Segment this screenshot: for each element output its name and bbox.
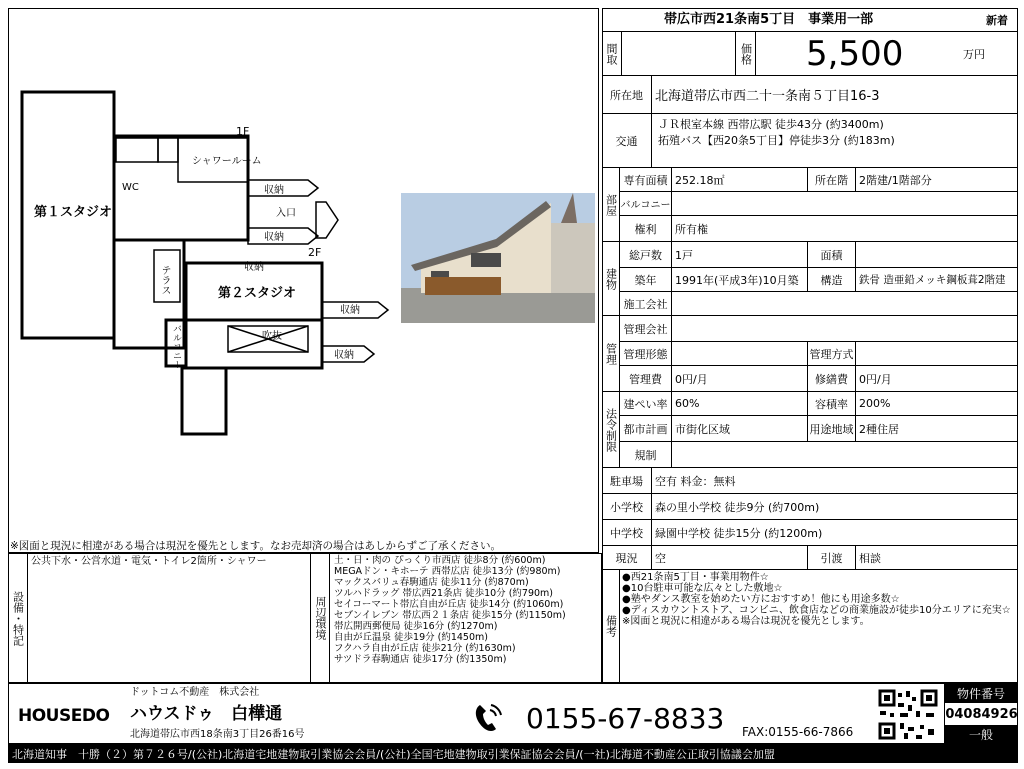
- repair-label: 修繕費: [808, 366, 856, 392]
- junior-label: 中学校: [602, 520, 652, 546]
- bcr-value: 60%: [672, 392, 808, 416]
- kakaku-label: 価格: [736, 32, 756, 76]
- management-group-label: 管理: [602, 316, 620, 392]
- price-value: 5,500: [806, 34, 904, 74]
- facilities-label: 設備・特記: [8, 553, 28, 683]
- reg-value: [672, 442, 1018, 468]
- mgmt-company-value: [672, 316, 1018, 342]
- plan-note: ※図面と現況に相違がある場合は現況を優先とします。なお売却済の場合はあしからずご了承ください。: [10, 540, 501, 552]
- qr-code-icon: [876, 689, 940, 741]
- floor-label: 所在階: [808, 168, 856, 192]
- balcony-label-cell: バルコニー: [620, 192, 672, 216]
- zone-value: 2種住居: [856, 416, 1018, 442]
- plan-value: 市街化区域: [672, 416, 808, 442]
- surroundings-item: 帯広開西郵便局 徒歩16分 (約1270m): [334, 621, 498, 632]
- far-label: 容積率: [808, 392, 856, 416]
- studio1-label: 第１スタジオ: [34, 205, 113, 220]
- surroundings-item: セブンイレブン 帯広西２１条店 徒歩15分 (約1150m): [334, 610, 566, 621]
- structure-value: 鉄骨 造亜鉛メッキ鋼板葺2階建: [856, 268, 1018, 292]
- atrium-label: 吹抜: [262, 331, 282, 342]
- room-group-label: 部屋: [602, 168, 620, 242]
- law-group-label: 法令制限: [602, 392, 620, 468]
- remarks-line: ●塾やダンス教室を始めたい方におすすめ！他にも用途多数☆: [622, 594, 900, 605]
- repair-value: 0円/月: [856, 366, 1018, 392]
- license-bar: 北海道知事 十勝（２）第７２６号/(公社)北海道宅地建物取引業協会会員/(公社)全国宅地建物取引業保証協会会員/(一社)北海道不動産公正取引協議会加盟: [8, 744, 1018, 763]
- remarks-line: ●10台駐車可能な広々とした敷地☆: [622, 583, 783, 594]
- phone-number: 0155-67-8833: [526, 702, 725, 735]
- structure-label: 構造: [808, 268, 856, 292]
- built-value: 1991年(平成3年)10月築: [672, 268, 808, 292]
- mgmt-method-value: [856, 342, 1018, 366]
- far-value: 200%: [856, 392, 1018, 416]
- handover-label: 引渡: [808, 546, 856, 570]
- storage-label-3: 収納: [244, 262, 264, 273]
- mgmt-company-label: 管理会社: [620, 316, 672, 342]
- handover-value: 相談: [856, 546, 1018, 570]
- junior-value: 緑園中学校 徒歩15分 (約1200m): [652, 520, 1018, 546]
- mgmt-form-value: [672, 342, 808, 366]
- remarks-line: ●ディスカウントストア、コンビニ、飲食店などの商業施設が徒歩10分エリアに充実☆: [622, 605, 1011, 616]
- madori-value: [622, 32, 736, 76]
- mgmt-method-label: 管理方式: [808, 342, 856, 366]
- rights-value: 所有権: [672, 216, 1018, 242]
- mgmt-fee-value: 0円/月: [672, 366, 808, 392]
- price-unit: 万円: [963, 48, 985, 61]
- remarks-line: ※図面と現況に相違がある場合は現況を優先とします。: [622, 616, 870, 627]
- shower-label: シャワールーム: [192, 156, 262, 167]
- new-badge: 新着: [986, 14, 1008, 27]
- mgmt-form-label: 管理形態: [620, 342, 672, 366]
- housedo-logo: HOUSEDO: [18, 706, 110, 726]
- remarks-box: [622, 572, 1016, 680]
- surroundings-item: セイコーマート帯広自由が丘店 徒歩14分 (約1060m): [334, 599, 564, 610]
- remarks-label: 備考: [602, 570, 620, 683]
- area-value: 252.18㎡: [672, 168, 808, 192]
- mgmt-fee-label: 管理費: [620, 366, 672, 392]
- floorplan-drawing: [8, 80, 408, 460]
- balcony-label: バルコニー: [171, 324, 181, 369]
- fax-number: FAX:0155-66-7866: [742, 725, 854, 739]
- contractor-label: 施工会社: [620, 292, 672, 316]
- location-label: 所在地: [602, 76, 652, 114]
- floor-1f-label: 1F: [236, 125, 250, 138]
- store-address: 北海道帯広市西18条南3丁目26番16号: [130, 729, 305, 740]
- floor-2f-label: 2F: [308, 246, 322, 259]
- contractor-value: [672, 292, 1018, 316]
- elementary-label: 小学校: [602, 494, 652, 520]
- transport-line2: 拓殖バス【西20条5丁目】停徒歩3分 (約183m): [658, 134, 895, 147]
- surroundings-label: 周辺環境: [310, 553, 330, 683]
- reg-label: 規制: [620, 442, 672, 468]
- surroundings-item: 自由が丘温泉 徒歩19分 (約1450m): [334, 632, 488, 643]
- status-label: 現況: [602, 546, 652, 570]
- units-value: 1戸: [672, 242, 808, 268]
- surroundings-list: [334, 555, 598, 679]
- floor-value: 2階建/1階部分: [856, 168, 1018, 192]
- surroundings-item: MEGAドン・キホーテ 西帯広店 徒歩13分 (約980m): [334, 566, 561, 577]
- wc-label: WC: [122, 182, 139, 193]
- type-label: 一般: [944, 725, 1018, 744]
- header-title: 帯広市西21条南5丁目 事業用一部: [664, 12, 874, 27]
- storage-label-2: 収納: [264, 232, 284, 243]
- storage-label-1: 収納: [264, 185, 284, 196]
- store-name: ハウスドゥ 白樺通: [130, 704, 283, 724]
- building-group-label: 建物: [602, 242, 620, 316]
- parking-value: 空有 料金：無料: [652, 468, 1018, 494]
- surroundings-item: サツドラ春駒通店 徒歩17分 (約1350m): [334, 654, 507, 665]
- elementary-value: 森の里小学校 徒歩9分 (約700m): [652, 494, 1018, 520]
- location-value: 北海道帯広市西二十一条南５丁目16-3: [652, 76, 1018, 114]
- units-label: 総戸数: [620, 242, 672, 268]
- surroundings-item: ツルハドラッグ 帯広西21条店 徒歩10分 (約790m): [334, 588, 553, 599]
- surroundings-item: 土・日・肉の ぴっくり市西店 徒歩8分 (約600m): [334, 555, 546, 566]
- built-label: 築年: [620, 268, 672, 292]
- company-small: ドットコム不動産 株式会社: [130, 687, 260, 698]
- plan-label: 都市計画: [620, 416, 672, 442]
- bukken-number: 04084926: [944, 703, 1018, 725]
- bcr-label: 建ぺい率: [620, 392, 672, 416]
- rights-label: 権利: [620, 216, 672, 242]
- parking-label: 駐車場: [602, 468, 652, 494]
- transport-line1: ＪＲ根室本線 西帯広駅 徒歩43分 (約3400m): [658, 118, 884, 131]
- madori-label: 間取: [602, 32, 622, 76]
- surroundings-item: マックスバリュ春駒通店 徒歩11分 (約870m): [334, 577, 529, 588]
- storage-label-4: 収納: [340, 305, 360, 316]
- building-area-label: 面積: [808, 242, 856, 268]
- bukken-label: 物件番号: [944, 683, 1018, 703]
- building-photo: [401, 193, 595, 323]
- transport-label: 交通: [602, 114, 652, 168]
- balcony-value: [672, 192, 1018, 216]
- building-area-value: [856, 242, 1018, 268]
- facilities-value: 公共下水・公営水道・電気・トイレ2箇所・シャワー: [31, 556, 267, 567]
- entrance-label: 入口: [276, 208, 296, 219]
- surroundings-item: フクハラ自由が丘店 徒歩21分 (約1630m): [334, 643, 516, 654]
- studio2-label: 第２スタジオ: [218, 286, 297, 301]
- zone-label: 用途地域: [808, 416, 856, 442]
- remarks-line: ●西21条南5丁目・事業用物件☆: [622, 572, 769, 583]
- storage-label-5: 収納: [334, 350, 354, 361]
- status-value: 空: [652, 546, 808, 570]
- phone-icon: [472, 702, 502, 734]
- area-label: 専有面積: [620, 168, 672, 192]
- terrace-label: テラス: [159, 265, 170, 295]
